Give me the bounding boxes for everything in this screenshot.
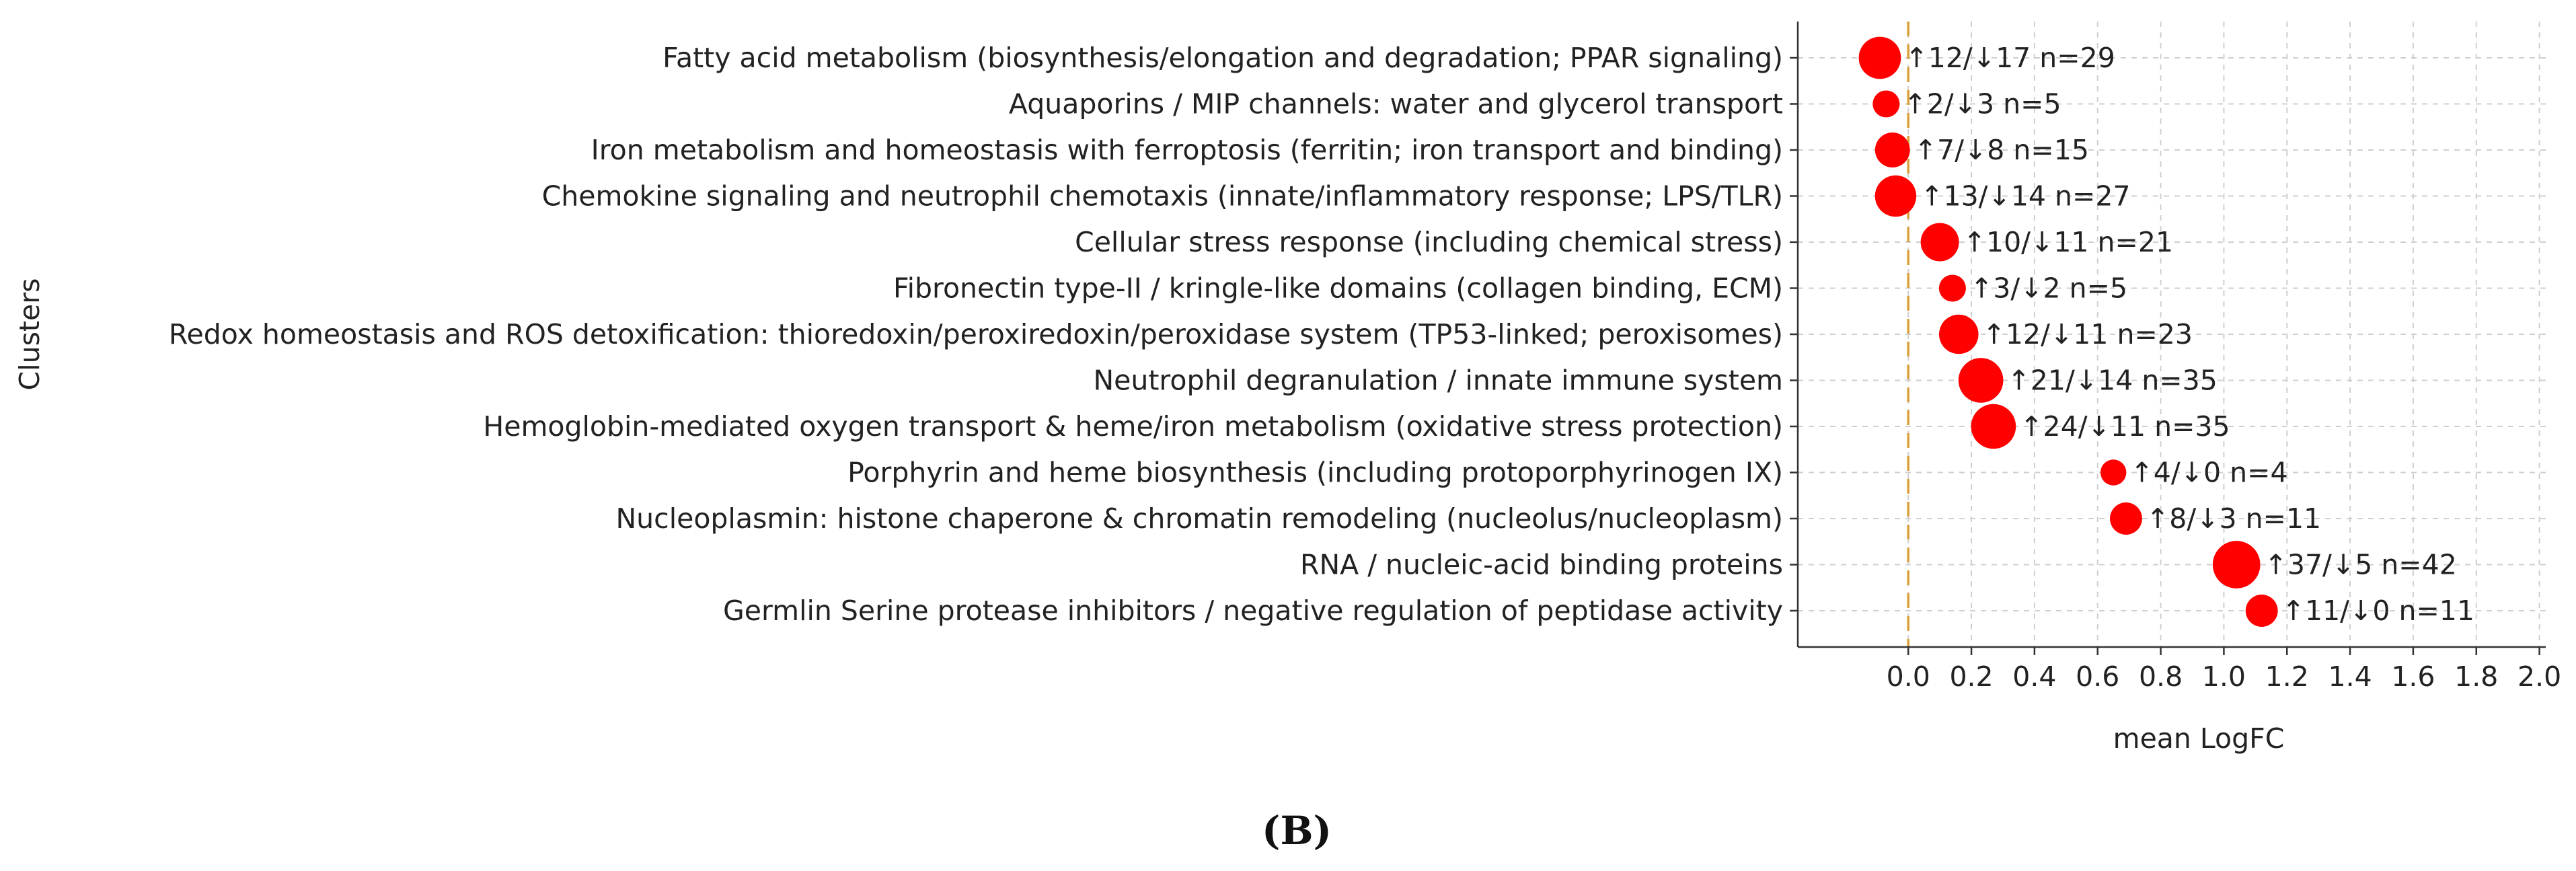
point-annotation: ↑8/↓3 n=11 xyxy=(2146,502,2322,535)
cluster-point xyxy=(1872,90,1899,117)
x-tick-label: 1.4 xyxy=(2328,660,2372,693)
panel-label: (B) xyxy=(1262,808,1332,854)
cluster-point xyxy=(1939,315,1979,354)
cluster-point xyxy=(2213,541,2261,589)
x-axis-label: mean LogFC xyxy=(2113,722,2285,755)
x-tick-label: 2.0 xyxy=(2517,660,2562,693)
cluster-labels xyxy=(169,42,1783,627)
x-tick-label: 0.2 xyxy=(1949,660,1994,693)
cluster-label: Neutrophil degranulation / innate immune system xyxy=(1093,364,1783,397)
x-tick-label: 0.6 xyxy=(2076,660,2120,693)
cluster-point xyxy=(1939,274,1966,301)
cluster-label: Porphyrin and heme biosynthesis (including protoporphyrinogen IX) xyxy=(847,456,1783,489)
cluster-point xyxy=(1921,223,1959,262)
x-tick-label: 0.4 xyxy=(2012,660,2057,693)
point-annotation: ↑24/↓11 n=35 xyxy=(2020,410,2230,443)
x-tick-label: 1.6 xyxy=(2391,660,2435,693)
cluster-point xyxy=(2100,459,2126,485)
point-annotation: ↑12/↓11 n=23 xyxy=(1982,318,2193,350)
point-annotation: ↑10/↓11 n=21 xyxy=(1963,226,2174,258)
cluster-point xyxy=(1875,132,1910,167)
point-annotation: ↑12/↓17 n=29 xyxy=(1905,42,2115,74)
x-tick-label: 1.0 xyxy=(2201,660,2246,693)
cluster-label: Fibronectin type-II / kringle-like domains (collagen binding, ECM) xyxy=(893,272,1783,305)
point-annotation: ↑13/↓14 n=27 xyxy=(1920,180,2131,213)
cluster-label: RNA / nucleic-acid binding proteins xyxy=(1299,548,1783,581)
x-tick-label: 0.0 xyxy=(1886,660,1930,693)
point-annotation: ↑2/↓3 n=5 xyxy=(1903,87,2061,120)
point-annotation: ↑4/↓0 n=4 xyxy=(2130,456,2288,489)
y-axis-label: Clusters xyxy=(13,278,46,391)
x-tick-label: 1.8 xyxy=(2454,660,2499,693)
cluster-point xyxy=(1959,358,2004,403)
cluster-label: Chemokine signaling and neutrophil chemotaxis (innate/inflammatory response; LPS/TLR) xyxy=(541,180,1783,213)
cluster-point xyxy=(1875,176,1916,217)
cluster-label: Iron metabolism and homeostasis with ferroptosis (ferritin; iron transport and binding) xyxy=(591,134,1783,166)
cluster-point xyxy=(2110,502,2142,535)
x-tick-label: 1.2 xyxy=(2265,660,2309,693)
point-annotation: ↑3/↓2 n=5 xyxy=(1969,272,2128,305)
cluster-label: Redox homeostasis and ROS detoxification: thioredoxin/peroxiredoxin/peroxidase system (TP53-linked; peroxisomes) xyxy=(168,318,1783,350)
point-annotation: ↑7/↓8 n=15 xyxy=(1914,134,2089,166)
cluster-label: Germlin Serine protease inhibitors / negative regulation of peptidase activity xyxy=(723,595,1783,627)
point-annotation: ↑21/↓14 n=35 xyxy=(2007,364,2218,397)
x-ticks xyxy=(1887,647,2562,693)
point-annotation: ↑11/↓0 n=11 xyxy=(2281,595,2474,627)
cluster-point xyxy=(1971,404,2016,449)
cluster-label: Aquaporins / MIP channels: water and glycerol transport xyxy=(1008,87,1783,120)
cluster-point xyxy=(1859,37,1901,79)
cluster-point xyxy=(2246,595,2278,627)
y-tick-marks xyxy=(1790,58,1798,611)
cluster-label: Cellular stress response (including chemical stress) xyxy=(1075,226,1783,258)
cluster-label: Hemoglobin-mediated oxygen transport & heme/iron metabolism (oxidative stress protection) xyxy=(483,410,1783,443)
point-annotation: ↑37/↓5 n=42 xyxy=(2264,548,2457,581)
cluster-label: Nucleoplasmin: histone chaperone & chromatin remodeling (nucleolus/nucleoplasm) xyxy=(615,502,1783,535)
x-tick-label: 0.8 xyxy=(2138,660,2183,693)
cluster-label: Fatty acid metabolism (biosynthesis/elongation and degradation; PPAR signaling) xyxy=(662,42,1783,74)
point-annotations xyxy=(1903,42,2474,627)
